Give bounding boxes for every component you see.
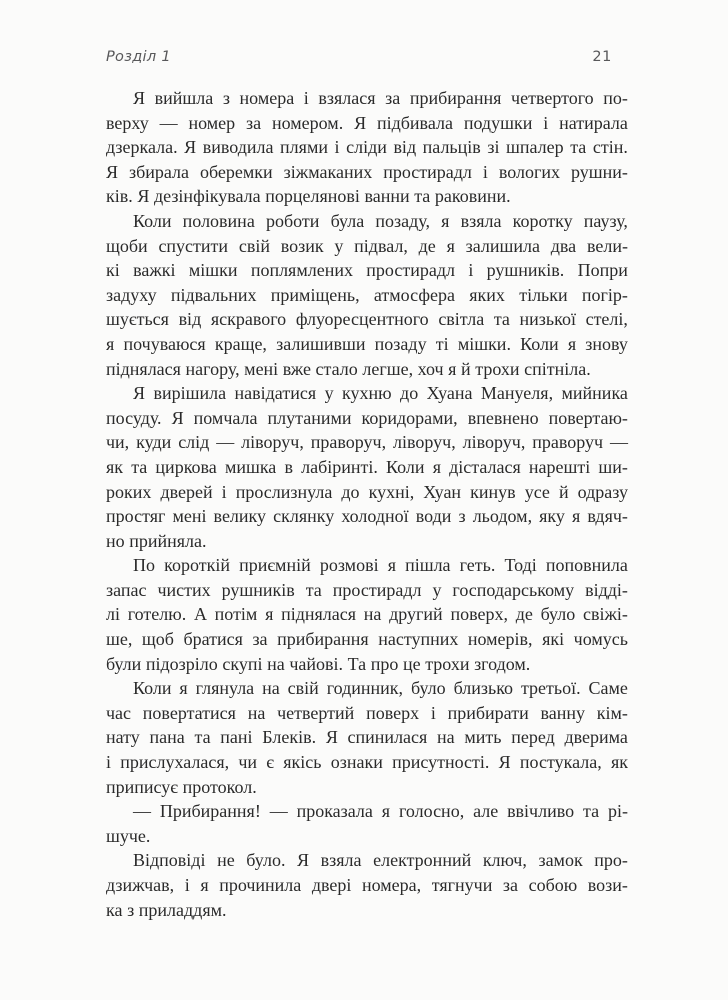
paragraph: [106, 676, 628, 799]
body-text-line: запас чистих рушників та простирадл у господарському відді-: [106, 579, 628, 600]
body-text-line: як та циркова мишка в лабіринті. Коли я дісталася нарешті ши-: [106, 456, 628, 477]
paragraph: [106, 209, 628, 381]
body-text-line: простяг мені велику склянку холодної води з льодом, яку я вдяч-: [106, 506, 628, 527]
page-text: [106, 86, 628, 922]
paragraph: [106, 848, 628, 922]
body-text-line: — Прибирання! — проказала я голосно, але ввічливо та рі-: [133, 801, 628, 822]
body-text-line: дзижчав, і я прочинила двері номера, тягнучи за собою вози-: [106, 875, 628, 895]
body-text-line: ка з приладдям.: [106, 899, 227, 920]
paragraph: [106, 553, 628, 676]
body-text-line: задуху підвальних приміщень, атмосфера яких тільки погір-: [106, 284, 628, 305]
body-text-line: По короткій приємній розмові я пішла геть. Тоді поповнила: [133, 555, 628, 576]
body-text-line: лі готелю. А потім я піднялася на другий поверх, де було свіжі-: [106, 604, 628, 625]
body-text-line: я почуваюся краще, залишивши позаду ті мішки. Коли я знову: [106, 333, 628, 354]
body-text-line: щоби спустити свій возик у підвал, де я залишила два вели-: [106, 235, 628, 256]
body-text-line: чи, куди слід — ліворуч, праворуч, ліворуч, ліворуч, праворуч —: [106, 432, 628, 453]
body-text-line: Відповіді не було. Я взяла електронний ключ, замок про-: [133, 850, 628, 871]
body-text-line: ків. Я дезінфікувала порцелянові ванни та раковини.: [106, 186, 511, 207]
body-text-line: піднялася нагору, мені вже стало легше, хоч я й трохи спітніла.: [106, 358, 591, 379]
body-text-line: шується від яскравого флуоресцентного світла та низької стелі,: [106, 309, 628, 330]
body-text-line: дзеркала. Я виводила плями і сліди від пальців зі шпалер та стін.: [106, 137, 628, 158]
body-text-line: посуду. Я помчала плутаними коридорами, впевнено повертаю-: [106, 407, 628, 428]
body-text-line: Я вийшла з номера і взялася за прибирання четвертого по-: [133, 88, 628, 108]
body-text-line: і прислухалася, чи є якісь ознаки присутності. Я постукала, як: [106, 752, 628, 773]
body-text-line: верху — номер за номером. Я підбивала подушки і натирала: [106, 112, 628, 133]
body-text-line: час повертатися на четвертий поверх і прибирати ванну кім-: [106, 702, 628, 723]
body-text-line: но прийняла.: [106, 530, 207, 551]
paragraph: [106, 799, 628, 848]
body-text-line: нату пана та пані Блеків. Я спинилася на мить перед дверима: [106, 727, 628, 748]
body-text-line: Я вирішила навідатися у кухню до Хуана Мануеля, мийника: [133, 383, 628, 404]
running-header: [106, 49, 612, 65]
body-text-line: шуче.: [106, 825, 151, 846]
body-text-line: Коли я глянула на свій годинник, було близько третьої. Саме: [133, 678, 628, 699]
body-text-line: роких дверей і прослизнула до кухні, Хуан кинув усе й одразу: [106, 481, 628, 502]
body-text-line: ше, щоб братися за прибирання наступних номерів, які чомусь: [106, 629, 628, 650]
page-number: 21: [592, 49, 612, 65]
paragraph: [106, 86, 628, 209]
body-text-line: були підозріло скупі на чайові. Та про це трохи згодом.: [106, 653, 531, 674]
chapter-label: Розділ 1: [106, 49, 171, 65]
body-text-line: кі важкі мішки поплямлених простирадл і рушників. Попри: [106, 260, 628, 281]
body-text-line: Я збирала оберемки зіжмаканих простирадл і вологих рушни-: [106, 161, 628, 182]
body-text-line: приписує протокол.: [106, 776, 257, 797]
body-text-line: Коли половина роботи була позаду, я взяла коротку паузу,: [133, 210, 628, 231]
paragraph: [106, 381, 628, 553]
